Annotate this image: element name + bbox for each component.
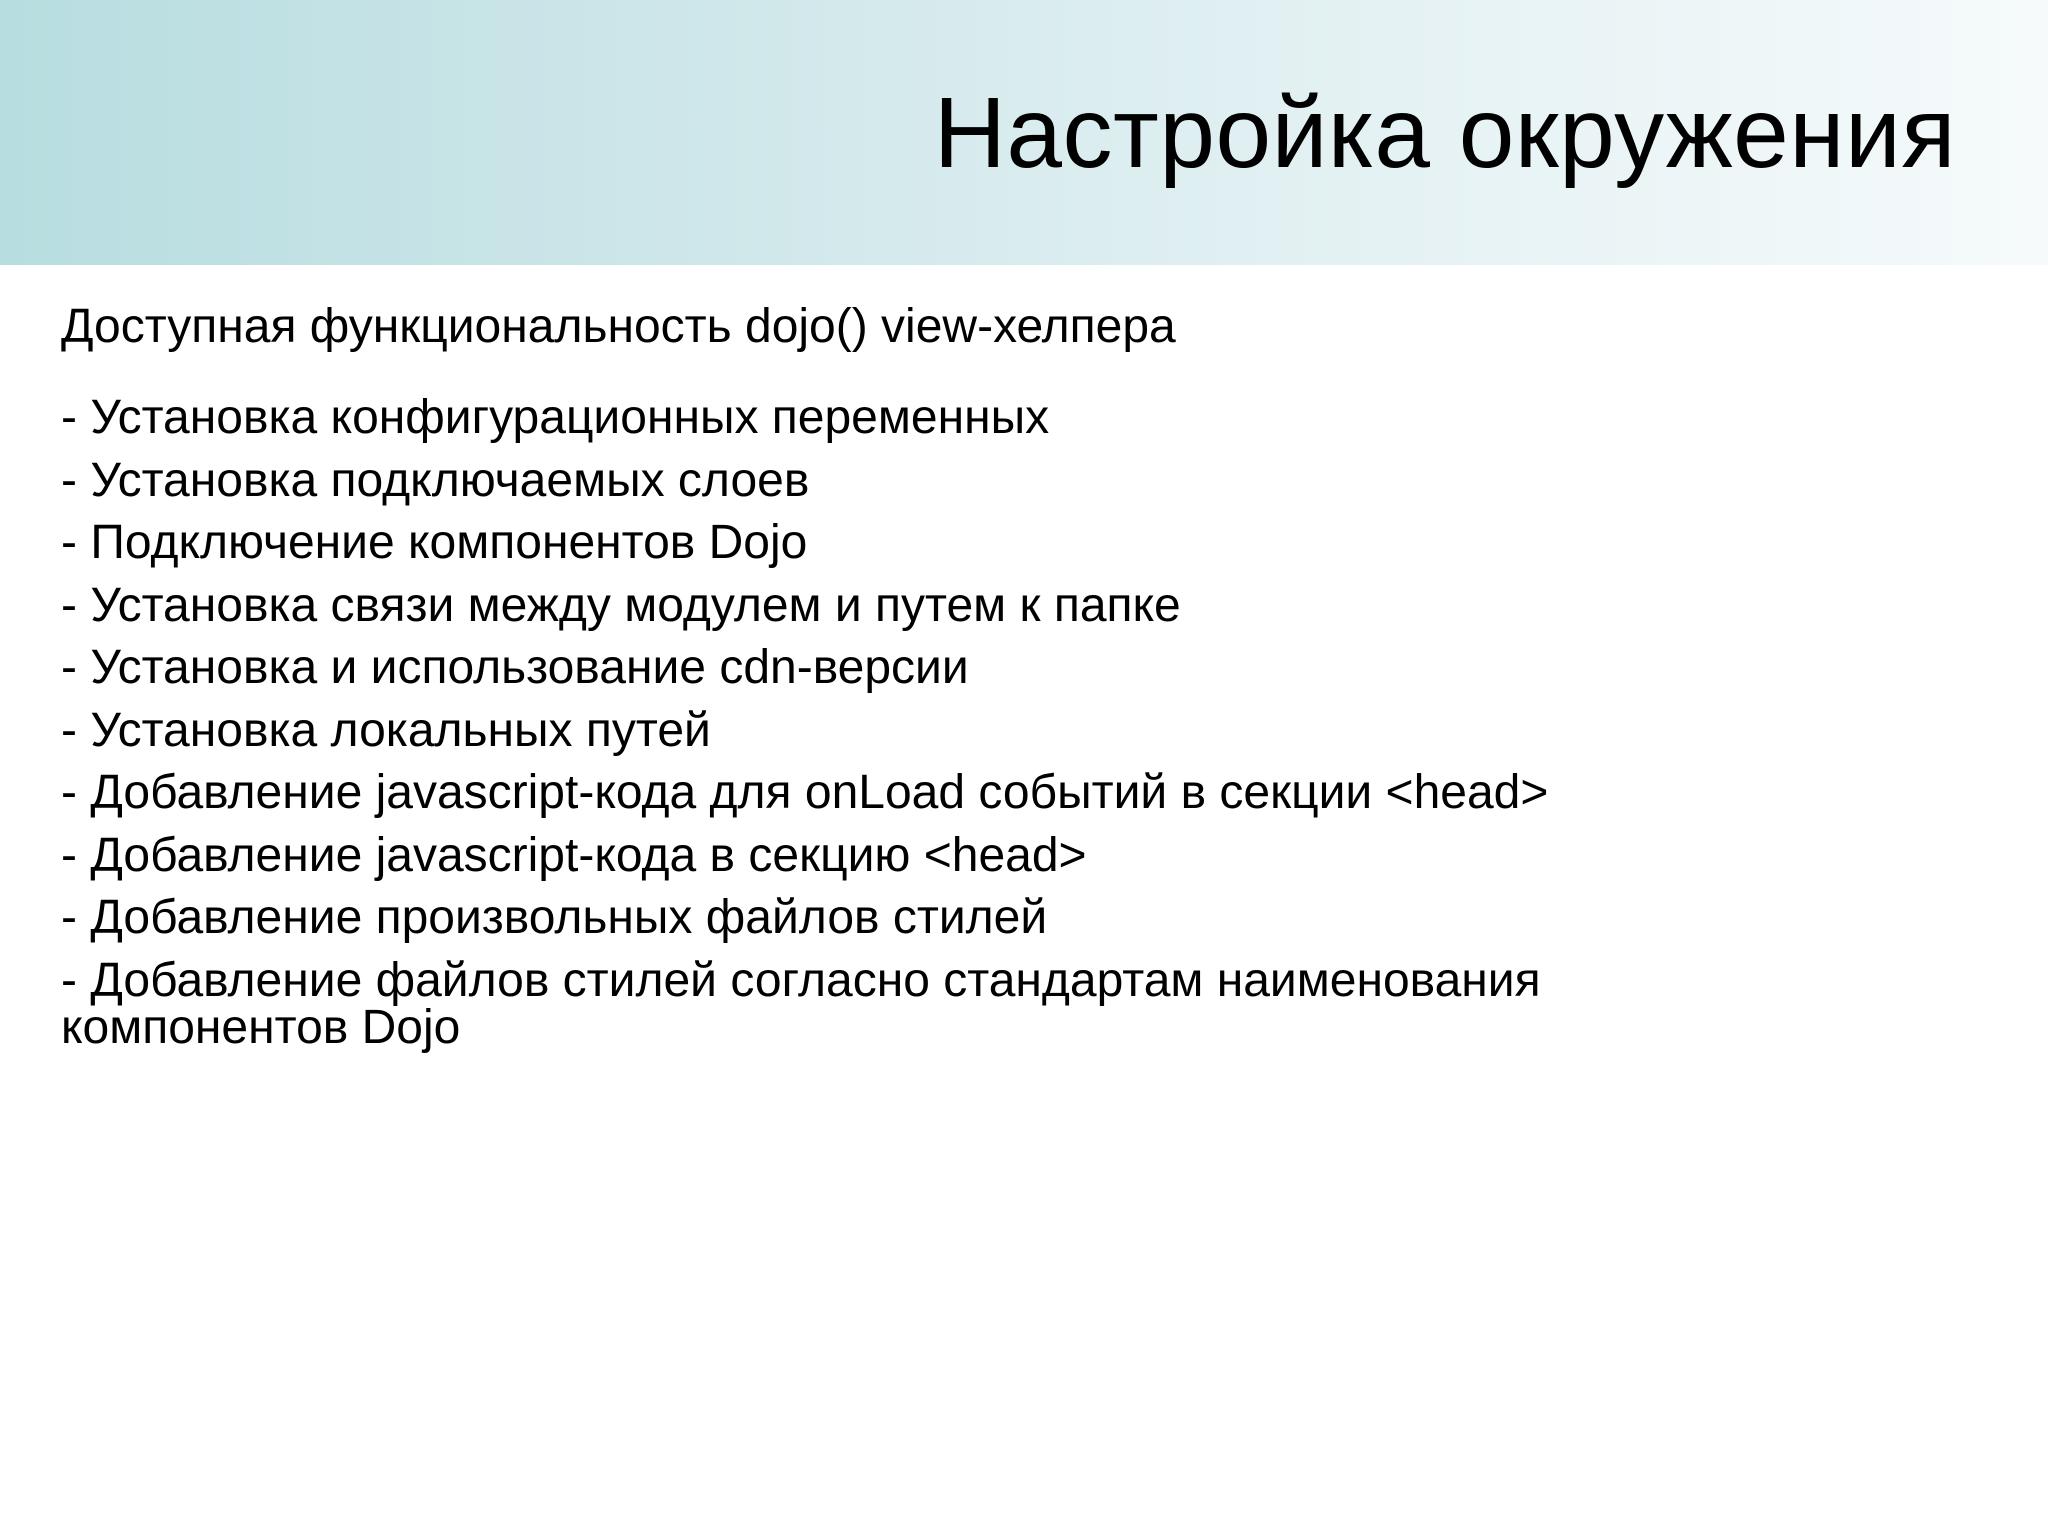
feature-list (61, 391, 1961, 1054)
list-item: - Установка подключаемых слоев (61, 453, 810, 507)
list-item: - Установка конфигурационных переменных (61, 391, 1050, 444)
list-item: - Добавление файлов стилей согласно стандартам наименования компонентов Dojo (61, 953, 1541, 1054)
slide-content (61, 296, 1961, 1066)
list-item: - Установка связи между модулем и путем к папке (61, 578, 1181, 632)
list-item: - Установка локальных путей (61, 703, 711, 757)
slide-title: Настройка окружения (933, 77, 1956, 189)
list-item: - Подключение компонентов Dojo (61, 516, 808, 569)
list-item: - Добавление произвольных файлов стилей (61, 891, 1048, 944)
list-item: - Добавление javascript-кода в секцию <head> (61, 828, 1087, 882)
intro-text: Доступная функциональность dojo() view-хелпера (61, 300, 1176, 353)
list-item: - Установка и использование cdn-версии (61, 641, 969, 694)
list-item: - Добавление javascript-кода для onLoad событий в секции <head> (61, 766, 1549, 819)
